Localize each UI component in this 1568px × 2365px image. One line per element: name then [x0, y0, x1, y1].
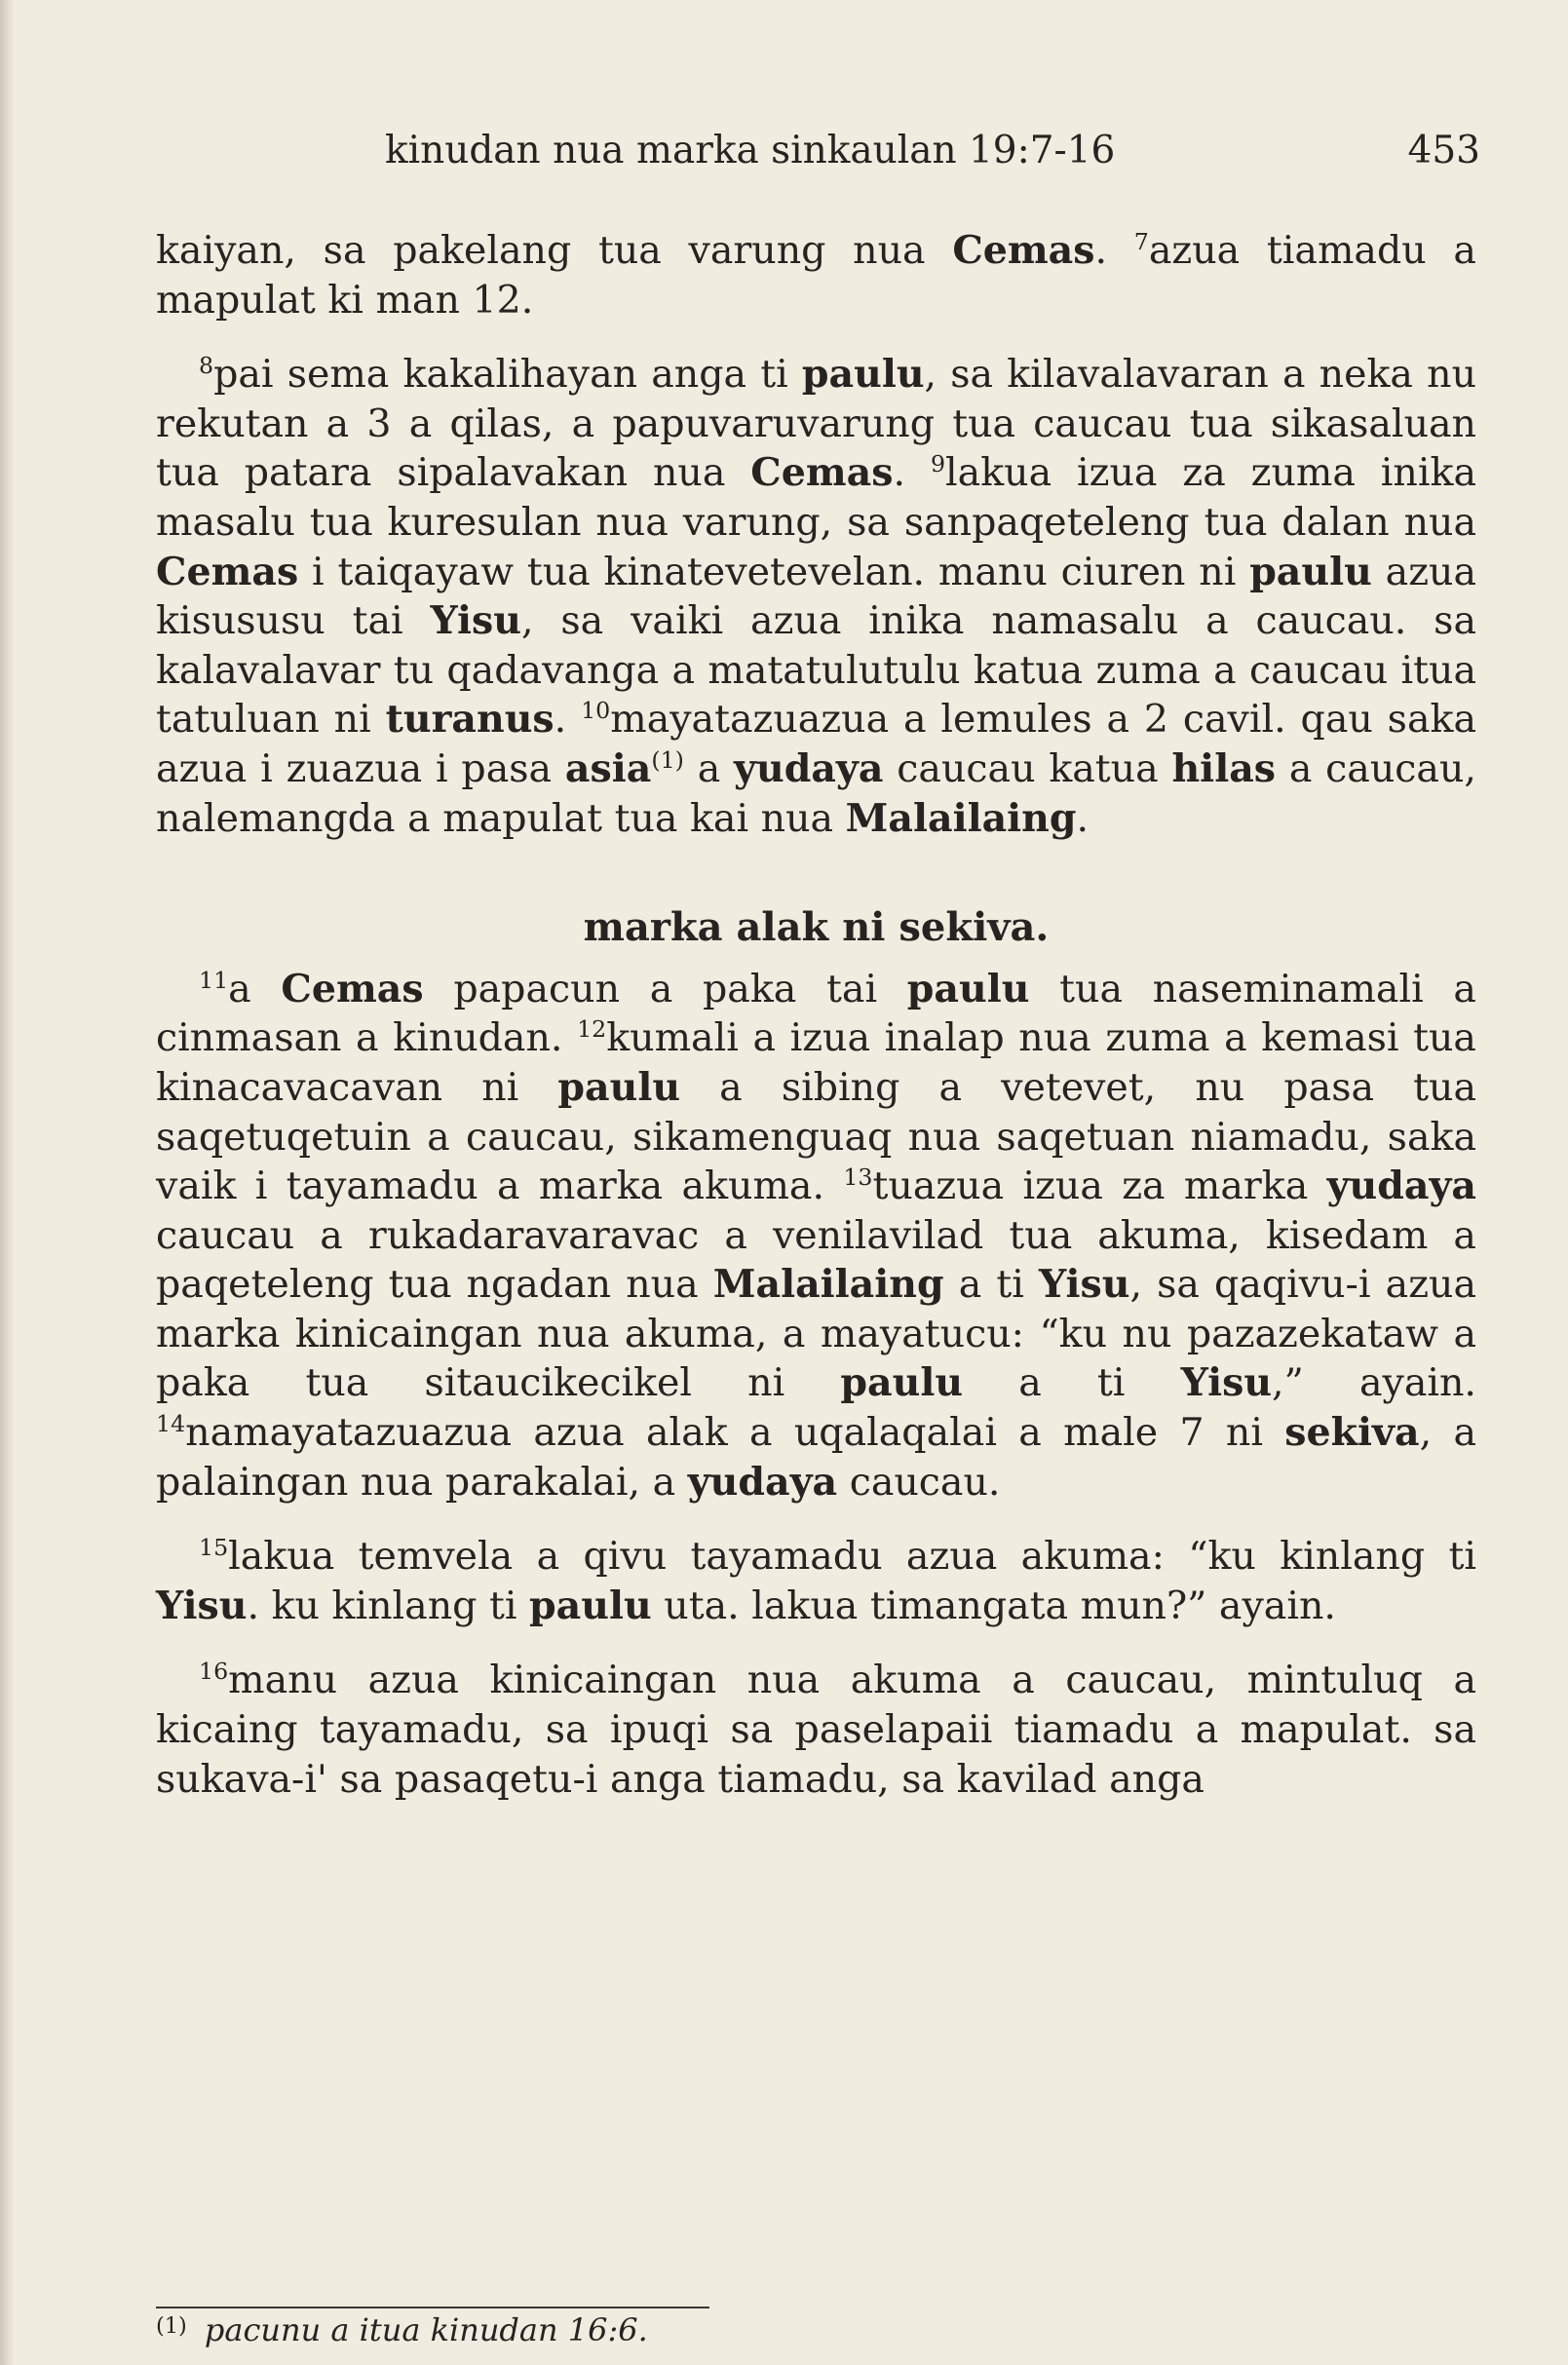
text-run: caucau katua — [883, 745, 1172, 791]
text-run: mayatazuazua a lemules a 2 cavil. qau saka azua i zuazua i pasa — [156, 697, 1476, 791]
verse-number: 11 — [199, 966, 229, 994]
text-run: kaiyan, sa pakelang tua varung nua — [156, 228, 953, 273]
text-run: a sibing a vetevet, nu pasa tua saqetuqetuin a caucau, sikamenguaq nua saqetuan niamadu, saka vaik i tayamadu a marka akuma. — [156, 1064, 1476, 1209]
bold-term: paulu — [906, 966, 1030, 1011]
text-run: . — [554, 697, 582, 743]
bold-term: paulu — [1249, 549, 1372, 594]
text-run: a ti — [963, 1360, 1181, 1406]
bold-term: Cemas — [952, 228, 1095, 273]
bold-term: Yisu — [1039, 1262, 1130, 1308]
text-run: a caucau, nalemangda a mapulat tua kai nua — [156, 745, 1476, 841]
verse-number: 7 — [1133, 227, 1149, 255]
text-run: , sa qaqivu-i azua marka kinicaingan nua akuma, a mayatucu: “ku nu pazazekataw a paka tua sitaucikecikel ni — [156, 1262, 1476, 1406]
bold-term: Malailaing — [845, 795, 1077, 841]
bold-term: Yisu — [156, 1583, 248, 1628]
footnote-divider — [156, 2307, 709, 2308]
bold-term: Yisu — [430, 598, 521, 644]
text-run: lakua temvela a qivu tayamadu azua akuma: “ku kinlang ti — [228, 1534, 1476, 1580]
text-run: , sa kilavalavaran a neka nu rekutan a 3 a qilas, a papuvaruvarung tua caucau tua sikasaluan tua patara sipalavakan nua — [156, 352, 1477, 496]
text-run: caucau. — [837, 1459, 1001, 1505]
page-header — [385, 129, 1480, 187]
bold-term: paulu — [529, 1583, 652, 1628]
verse-number: (1) — [651, 745, 684, 774]
bold-term: yudaya — [1326, 1163, 1476, 1209]
text-run: kumali a izua inalap nua zuma a kemasi tua kinacavacavan ni — [156, 1015, 1476, 1110]
bold-term: paulu — [840, 1360, 964, 1406]
text-run: a — [683, 745, 735, 791]
book-spine-shadow — [0, 0, 14, 2365]
text-run: , a palaingan nua parakalai, a — [156, 1410, 1476, 1505]
text-run: azua kisususu tai — [156, 549, 1476, 644]
verse-number: 12 — [577, 1015, 607, 1044]
text-run: lakua izua za zuma inika masalu tua kuresulan nua varung, sa sanpaqeteleng tua dalan nua — [156, 450, 1476, 545]
text-run: manu azua kinicaingan nua akuma a caucau, mintuluq a kicaing tayamadu, sa ipuqi sa paselapaii tiamadu a mapulat. sa sukava-i' sa pasaqetu-i anga tiamadu, sa kavilad anga — [156, 1658, 1476, 1802]
bold-term: yudaya — [687, 1459, 838, 1505]
footnote-text: pacunu a itua kinudan 16:6. — [204, 2311, 648, 2348]
text-run: i taiqayaw tua kinatevetevelan. manu ciuren ni — [298, 549, 1250, 594]
verse-number: 10 — [581, 697, 611, 725]
footnote — [156, 2311, 648, 2348]
text-run: namayatazuazua azua alak a uqalaqalai a male 7 ni — [185, 1410, 1285, 1456]
verse-number: 16 — [199, 1658, 229, 1686]
text-run: papacun a paka tai — [423, 966, 907, 1011]
bold-term: sekiva — [1284, 1410, 1420, 1456]
verse-number: 13 — [843, 1163, 873, 1191]
section-title: marka alak ni sekiva. — [583, 904, 1050, 951]
text-run: azua tiamadu a mapulat ki man 12. — [156, 228, 1476, 323]
text-run: . ku kinlang ti — [247, 1583, 530, 1628]
text-run: pai sema kakalihayan anga ti — [213, 352, 802, 398]
text-run: tuazua izua za marka — [872, 1163, 1327, 1209]
footnote-marker: (1) — [156, 2313, 187, 2340]
text-run: ,” ayain. — [1272, 1360, 1476, 1406]
verse-number: 14 — [156, 1409, 186, 1437]
paragraph-1 — [156, 226, 1476, 324]
running-title: kinudan nua marka sinkaulan 19:7-16 — [385, 129, 1116, 172]
text-run: a ti — [943, 1262, 1039, 1308]
bold-term: Cemas — [750, 450, 894, 496]
verse-number: 15 — [199, 1534, 229, 1562]
text-run: . — [893, 450, 931, 496]
bold-term: turanus — [385, 697, 555, 743]
verse-number: 9 — [930, 450, 946, 478]
paragraph-2 — [156, 350, 1476, 843]
bold-term: asia — [564, 745, 652, 791]
bold-term: yudaya — [734, 745, 884, 791]
bold-term: Cemas — [156, 549, 299, 594]
page-body — [156, 226, 1476, 1804]
text-run: caucau a rukadaravaravac a venilavilad tua akuma, kisedam a paqeteleng tua ngadan nua — [156, 1212, 1476, 1308]
text-run: , sa vaiki azua inika namasalu a caucau. sa kalavalavar tu qadavanga a matatulutulu katua zuma a caucau itua tatuluan ni — [156, 598, 1477, 743]
text-run: a — [228, 966, 282, 1011]
bold-term: hilas — [1171, 745, 1277, 791]
bold-term: Yisu — [1180, 1360, 1273, 1406]
bold-term: paulu — [801, 352, 925, 398]
text-run: . — [1094, 228, 1134, 273]
text-run: tua naseminamali a cinmasan a kinudan. — [156, 966, 1476, 1061]
paragraph-3 — [156, 965, 1476, 1507]
page-number: 453 — [1407, 129, 1480, 172]
bold-term: Cemas — [281, 966, 424, 1011]
text-run: uta. lakua timangata mun?” ayain. — [651, 1583, 1336, 1628]
bold-term: Malailaing — [712, 1262, 944, 1308]
text-run: . — [1076, 795, 1090, 841]
paragraph-5 — [156, 1656, 1476, 1804]
bold-term: paulu — [557, 1064, 681, 1110]
paragraph-4 — [156, 1532, 1476, 1630]
verse-number: 8 — [199, 352, 214, 380]
